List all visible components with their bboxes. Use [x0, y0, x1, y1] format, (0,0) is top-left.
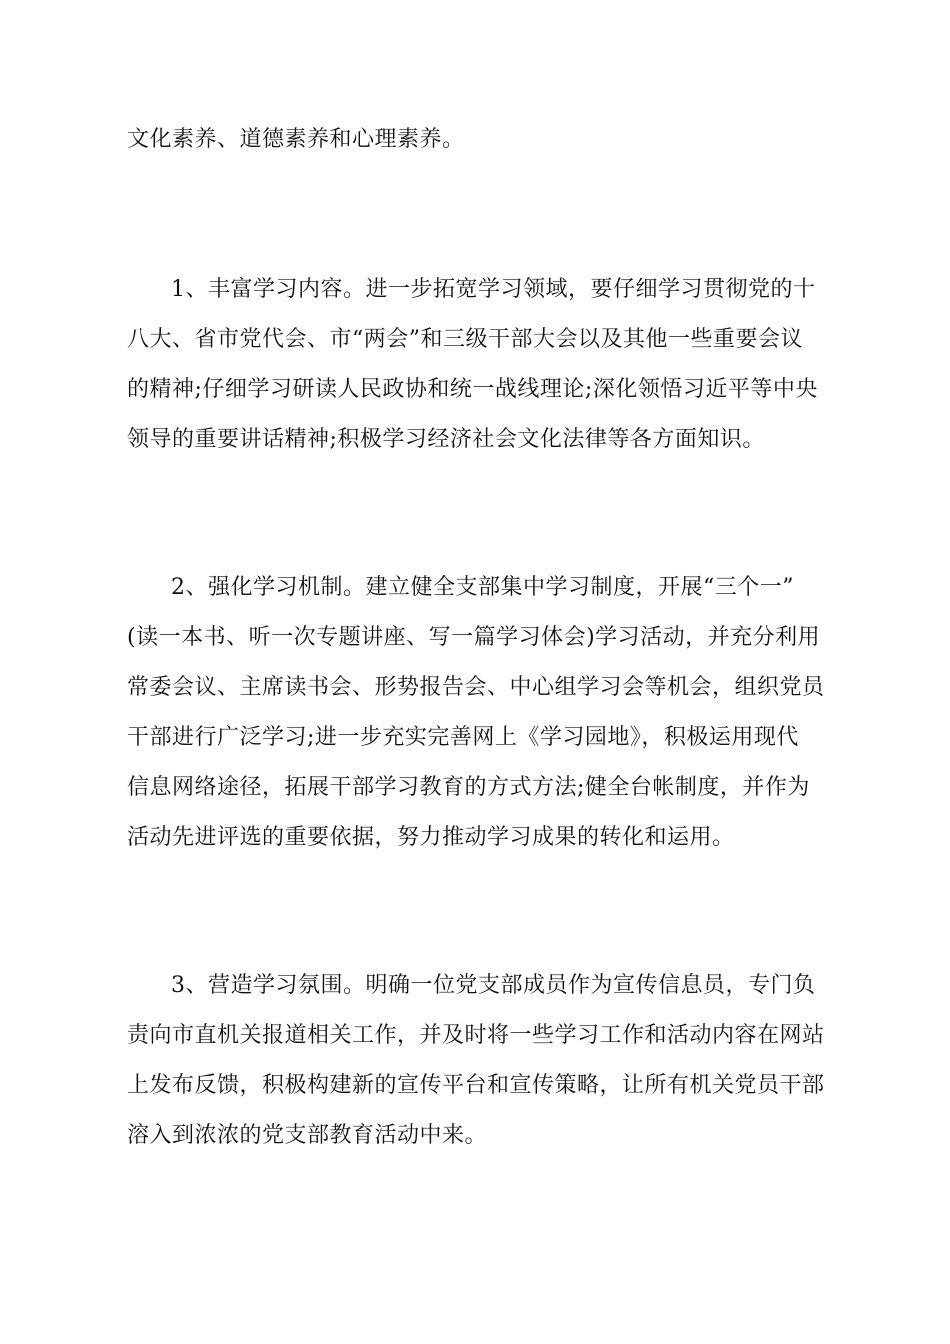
paragraph-line: 常委会议、主席读书会、形势报告会、中心组学习会等机会，组织党员 — [127, 675, 825, 700]
paragraph-line: 溶入到浓浓的党支部教育活动中来。 — [127, 1123, 488, 1148]
paragraph-line: 活动先进评选的重要依据，努力推动学习成果的转化和运用。 — [127, 825, 735, 850]
paragraph-line: 责向市直机关报道相关工作，并及时将一些学习工作和活动内容在网站 — [127, 1023, 825, 1048]
paragraph-line: (读一本书、听一次专题讲座、写一篇学习体会)学习活动，并充分利用 — [127, 625, 821, 650]
paragraph-line: 的精神;仔细学习研读人民政协和统一战线理论;深化领悟习近平等中央 — [127, 377, 818, 402]
paragraph-line: 信息网络途径，拓展干部学习教育的方式方法;健全台帐制度，并作为 — [127, 775, 810, 800]
paragraph-line: 3、营造学习氛围。明确一位党支部成员作为宣传信息员，专门负 — [171, 973, 816, 998]
paragraph-line: 领导的重要讲话精神;积极学习经济社会文化法律等各方面知识。 — [127, 427, 765, 452]
paragraph-line: 干部进行广泛学习;进一步充实完善网上《学习园地》，积极运用现代 — [127, 725, 799, 750]
paragraph-line: 文化素养、道德素养和心理素养。 — [127, 127, 465, 152]
paragraph-line: 上发布反馈，积极构建新的宣传平台和宣传策略，让所有机关党员干部 — [127, 1073, 825, 1098]
paragraph-line: 2、强化学习机制。建立健全支部集中学习制度，开展“三个一” — [171, 575, 794, 600]
paragraph-line: 1、丰富学习内容。进一步拓宽学习领域，要仔细学习贯彻党的十 — [171, 277, 816, 302]
paragraph-line: 八大、省市党代会、市“两会”和三级干部大会以及其他一些重要会议 — [127, 327, 803, 352]
